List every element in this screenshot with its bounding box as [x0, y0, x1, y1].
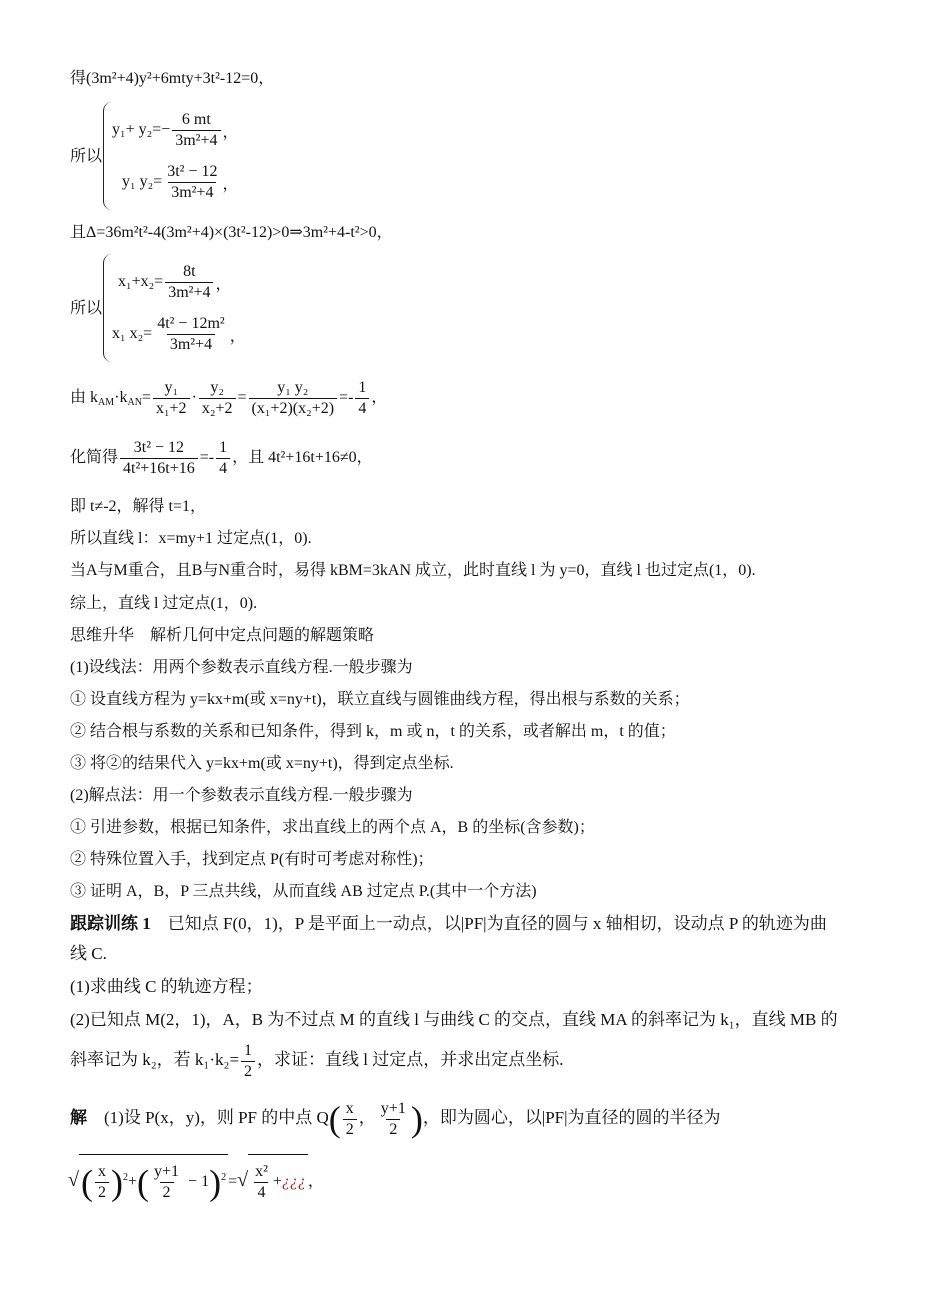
fraction: $\frac{\text{3t² − 12}}{\text{3m²+4}}$ [167, 162, 218, 201]
fraction: $\frac{8t}{\text{3m²+4}}$ [165, 262, 213, 303]
solution-heading: 解 [70, 1108, 87, 1127]
text-line: 即 t≠-2，解得 t=1， [70, 498, 207, 515]
fraction: $\frac{6 mt}{\text{3m²+4}}$ [172, 110, 220, 151]
fraction: $\frac{\text{4t² − 12m²}}{\text{3m²+4}}$ [157, 314, 225, 353]
delta-line: 且Δ=36m²t²-4(3m²+4)×(3t²-12)>0⇒3m²+4-t²>0， [70, 224, 393, 241]
label-suoyi: 所以 [70, 300, 103, 317]
text-line: (2)已知点 M(2，1)，A，B 为不过点 M 的直线 l 与曲线 C 的交点，直线 MA 的斜率记为 k₁，直线 MB 的 [70, 1010, 838, 1029]
text-line: 所以直线 l：x=my+1 过定点(1，0). [70, 530, 312, 547]
text-line: 斜率记为 k₂，若 k₁·k₂= $\frac{1}{2}$ ，求证：直线 l 过定点，并求出定点坐标. [70, 1041, 564, 1080]
text-line: ① 设直线方程为 y=kx+m(或 x=ny+t)，联立直线与圆锥曲线方程，得出根与系数的关系； [70, 691, 690, 708]
solution-line: 解 (1)设 P(x，y)，则 PF 的中点 Q( $\frac{x}{2}$ ， $\frac{y+1}{2}$ )，即为圆心，以|PF|为直径的圆的半径为 [70, 1099, 721, 1140]
equation-system-y: y₁+ y₂=− $\frac{6 mt}{\text{3m²+4}}$ ， y₁ y₂= $\frac{\text{3t² − 12}}{\text{3m²+4}}$ ， [112, 110, 239, 201]
left-brace [103, 254, 112, 362]
text-line: ② 特殊位置入手，找到定点 P(有时可考虑对称性)； [70, 851, 434, 868]
text-line: (1)求曲线 C 的轨迹方程； [70, 977, 263, 996]
sys-lhs: y₁+ y₂=− [112, 121, 171, 138]
left-brace [103, 102, 112, 210]
text-line: 线 C. [70, 944, 107, 963]
sys-lhs: y₁ y₂= [122, 173, 163, 190]
text-line: ③ 证明 A，B，P 三点共线，从而直线 AB 过定点 P.(其中一个方法) [70, 883, 537, 900]
equation-system-x: x₁+x₂= $\frac{8t}{\text{3m²+4}}$ ， x₁ x₂= $\frac{\text{4t² − 12m²}}{\text{3m²+4}}$ ， [112, 262, 246, 353]
text-line: (2)解点法：用一个参数表示直线方程.一般步骤为 [70, 787, 413, 804]
text-line: (1)设线法：用两个参数表示直线方程.一般步骤为 [70, 659, 413, 676]
equation-line: 得(3m²+4)y²+6mty+3t²-12=0， [70, 70, 275, 87]
text-line: 综上，直线 l 过定点(1，0). [70, 595, 258, 612]
text-line: ① 引进参数，根据已知条件，求出直线上的两个点 A，B 的坐标(含参数)； [70, 819, 595, 836]
label-suoyi: 所以 [70, 148, 103, 165]
radius-formula: √( $\frac{x}{2}$ )$^2$+( $\frac{y+1}{2}$ − 1)$^2$ =√ $\frac{\text{x²}}{4}$ +¿¿¿ ， [68, 1154, 324, 1207]
text-line: ③ 将②的结果代入 y=kx+m(或 x=ny+t)，得到定点坐标. [70, 755, 454, 772]
text-line: ② 结合根与系数的关系和已知条件，得到 k，m 或 n，t 的关系，或者解出 m，t 的值； [70, 723, 676, 740]
simplify-line: 化简得 $\frac{\text{3t² − 12}}{\text{4t²+16t+16}}$ =- $\frac{1}{4}$ ，且 4t²+16t+16≠0， [70, 438, 373, 477]
exercise-line: 跟踪训练 1 已知点 F(0，1)，P 是平面上一动点，以|PF|为直径的圆与 x 轴相切，设动点 P 的轨迹为曲 [70, 914, 827, 933]
garbled-text: ¿¿¿ [281, 1173, 306, 1190]
exercise-heading: 跟踪训练 1 [70, 914, 151, 933]
text-line: 当A与M重合，且B与N重合时，易得 kBM=3kAN 成立，此时直线 l 为 y=0，直线 l 也过定点(1，0). [70, 562, 756, 579]
section-heading: 思维升华 解析几何中定点问题的解题策略 [70, 627, 375, 644]
slope-product-line: 由 $k_{AM}\cdot k_{AN}=$ $\frac{\text{y₁}}{\text{x₁+2}}$ · $\frac{\text{y₂}}{\text{x₂+2}}$ = $\frac{\text{y₁ y₂}}{\text{(x₁+2)(x₂+2)}}$ =- $\frac{1}{4}$ ， [70, 378, 388, 417]
